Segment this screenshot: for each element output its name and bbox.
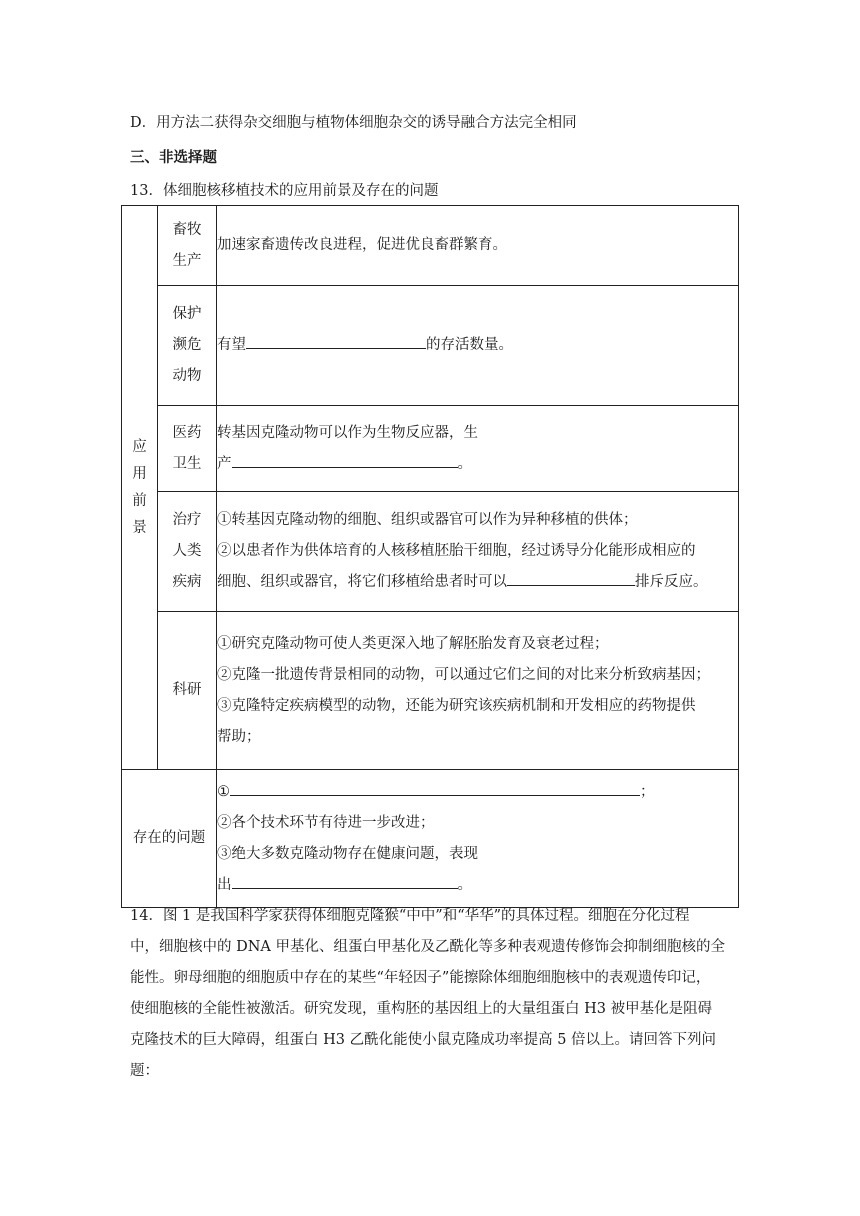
table-row	[122, 406, 739, 492]
table-row	[122, 206, 739, 286]
problem-content: ① ； ②各个技术环节有待进一步改进； ③绝大多数克隆动物存在健康问题，表现 出 。	[217, 770, 739, 908]
application-group-label: 应 用 前 景	[122, 206, 158, 770]
answer-blank[interactable]	[507, 571, 635, 586]
row-content-treatment: ①转基因克隆动物的细胞、组织或器官可以作为异种移植的供体； ②以患者作为供体培育的人核移植胚胎干细胞，经过诱导分化能形成相应的 细胞、组织或器官，将它们移植给患者时可以 排斥反应。	[217, 492, 739, 612]
row-label-endangered: 保护 濒危 动物	[158, 286, 217, 406]
nuclear-transfer-table	[121, 205, 739, 908]
answer-blank[interactable]	[230, 781, 640, 796]
table-row	[122, 286, 739, 406]
row-label-research: 科研	[158, 612, 217, 770]
row-content-research: ①研究克隆动物可使人类更深入地了解胚胎发育及衰老过程； ②克隆一批遗传背景相同的动物，可以通过它们之间的对比来分析致病基因； ③克隆特定疾病模型的动物，还能为研究该疾病机制和开发相应的药物提供 帮助；	[217, 612, 739, 770]
row-content-livestock: 加速家畜遗传改良进程，促进优良畜群繁育。	[217, 206, 739, 286]
row-content-medicine: 转基因克隆动物可以作为生物反应器，生 产 。	[217, 406, 739, 492]
answer-blank[interactable]	[232, 874, 458, 889]
table-row	[122, 492, 739, 612]
answer-blank[interactable]	[246, 334, 426, 349]
question-13-title: 13．体细胞核移植技术的应用前景及存在的问题	[130, 183, 439, 199]
problem-label: 存在的问题	[122, 770, 217, 908]
table-row	[122, 612, 739, 770]
row-label-livestock: 畜牧 生产	[158, 206, 217, 286]
option-d: D．用方法二获得杂交细胞与植物体细胞杂交的诱导融合方法完全相同	[130, 115, 577, 131]
question-14-text: 14．图 1 是我国科学家获得体细胞克隆猴“中中”和“华华”的具体过程。细胞在分化过程 中，细胞核中的 DNA 甲基化、组蛋白甲基化及乙酰化等多种表观遗传修饰会抑制细胞核的全 能性。卵母细胞的细胞质中存在的某些“年轻因子”能擦除体细胞细胞核中的表观遗传印记， 使细胞核的全能性被激活。研究发现，重构胚的基因组上的大量组蛋白 H3 被甲基化是阻碍 克隆技术的巨大障碍，组蛋白 H3 乙酰化能使小鼠克隆成功率提高 5 倍以上。请回答下列问 题：	[130, 908, 725, 1079]
section-title: 三、非选择题	[130, 149, 217, 166]
row-label-medicine: 医药 卫生	[158, 406, 217, 492]
row-content-endangered: 有望 的存活数量。	[217, 286, 739, 406]
row-label-treatment: 治疗 人类 疾病	[158, 492, 217, 612]
answer-blank[interactable]	[232, 453, 458, 468]
table-row	[122, 770, 739, 908]
